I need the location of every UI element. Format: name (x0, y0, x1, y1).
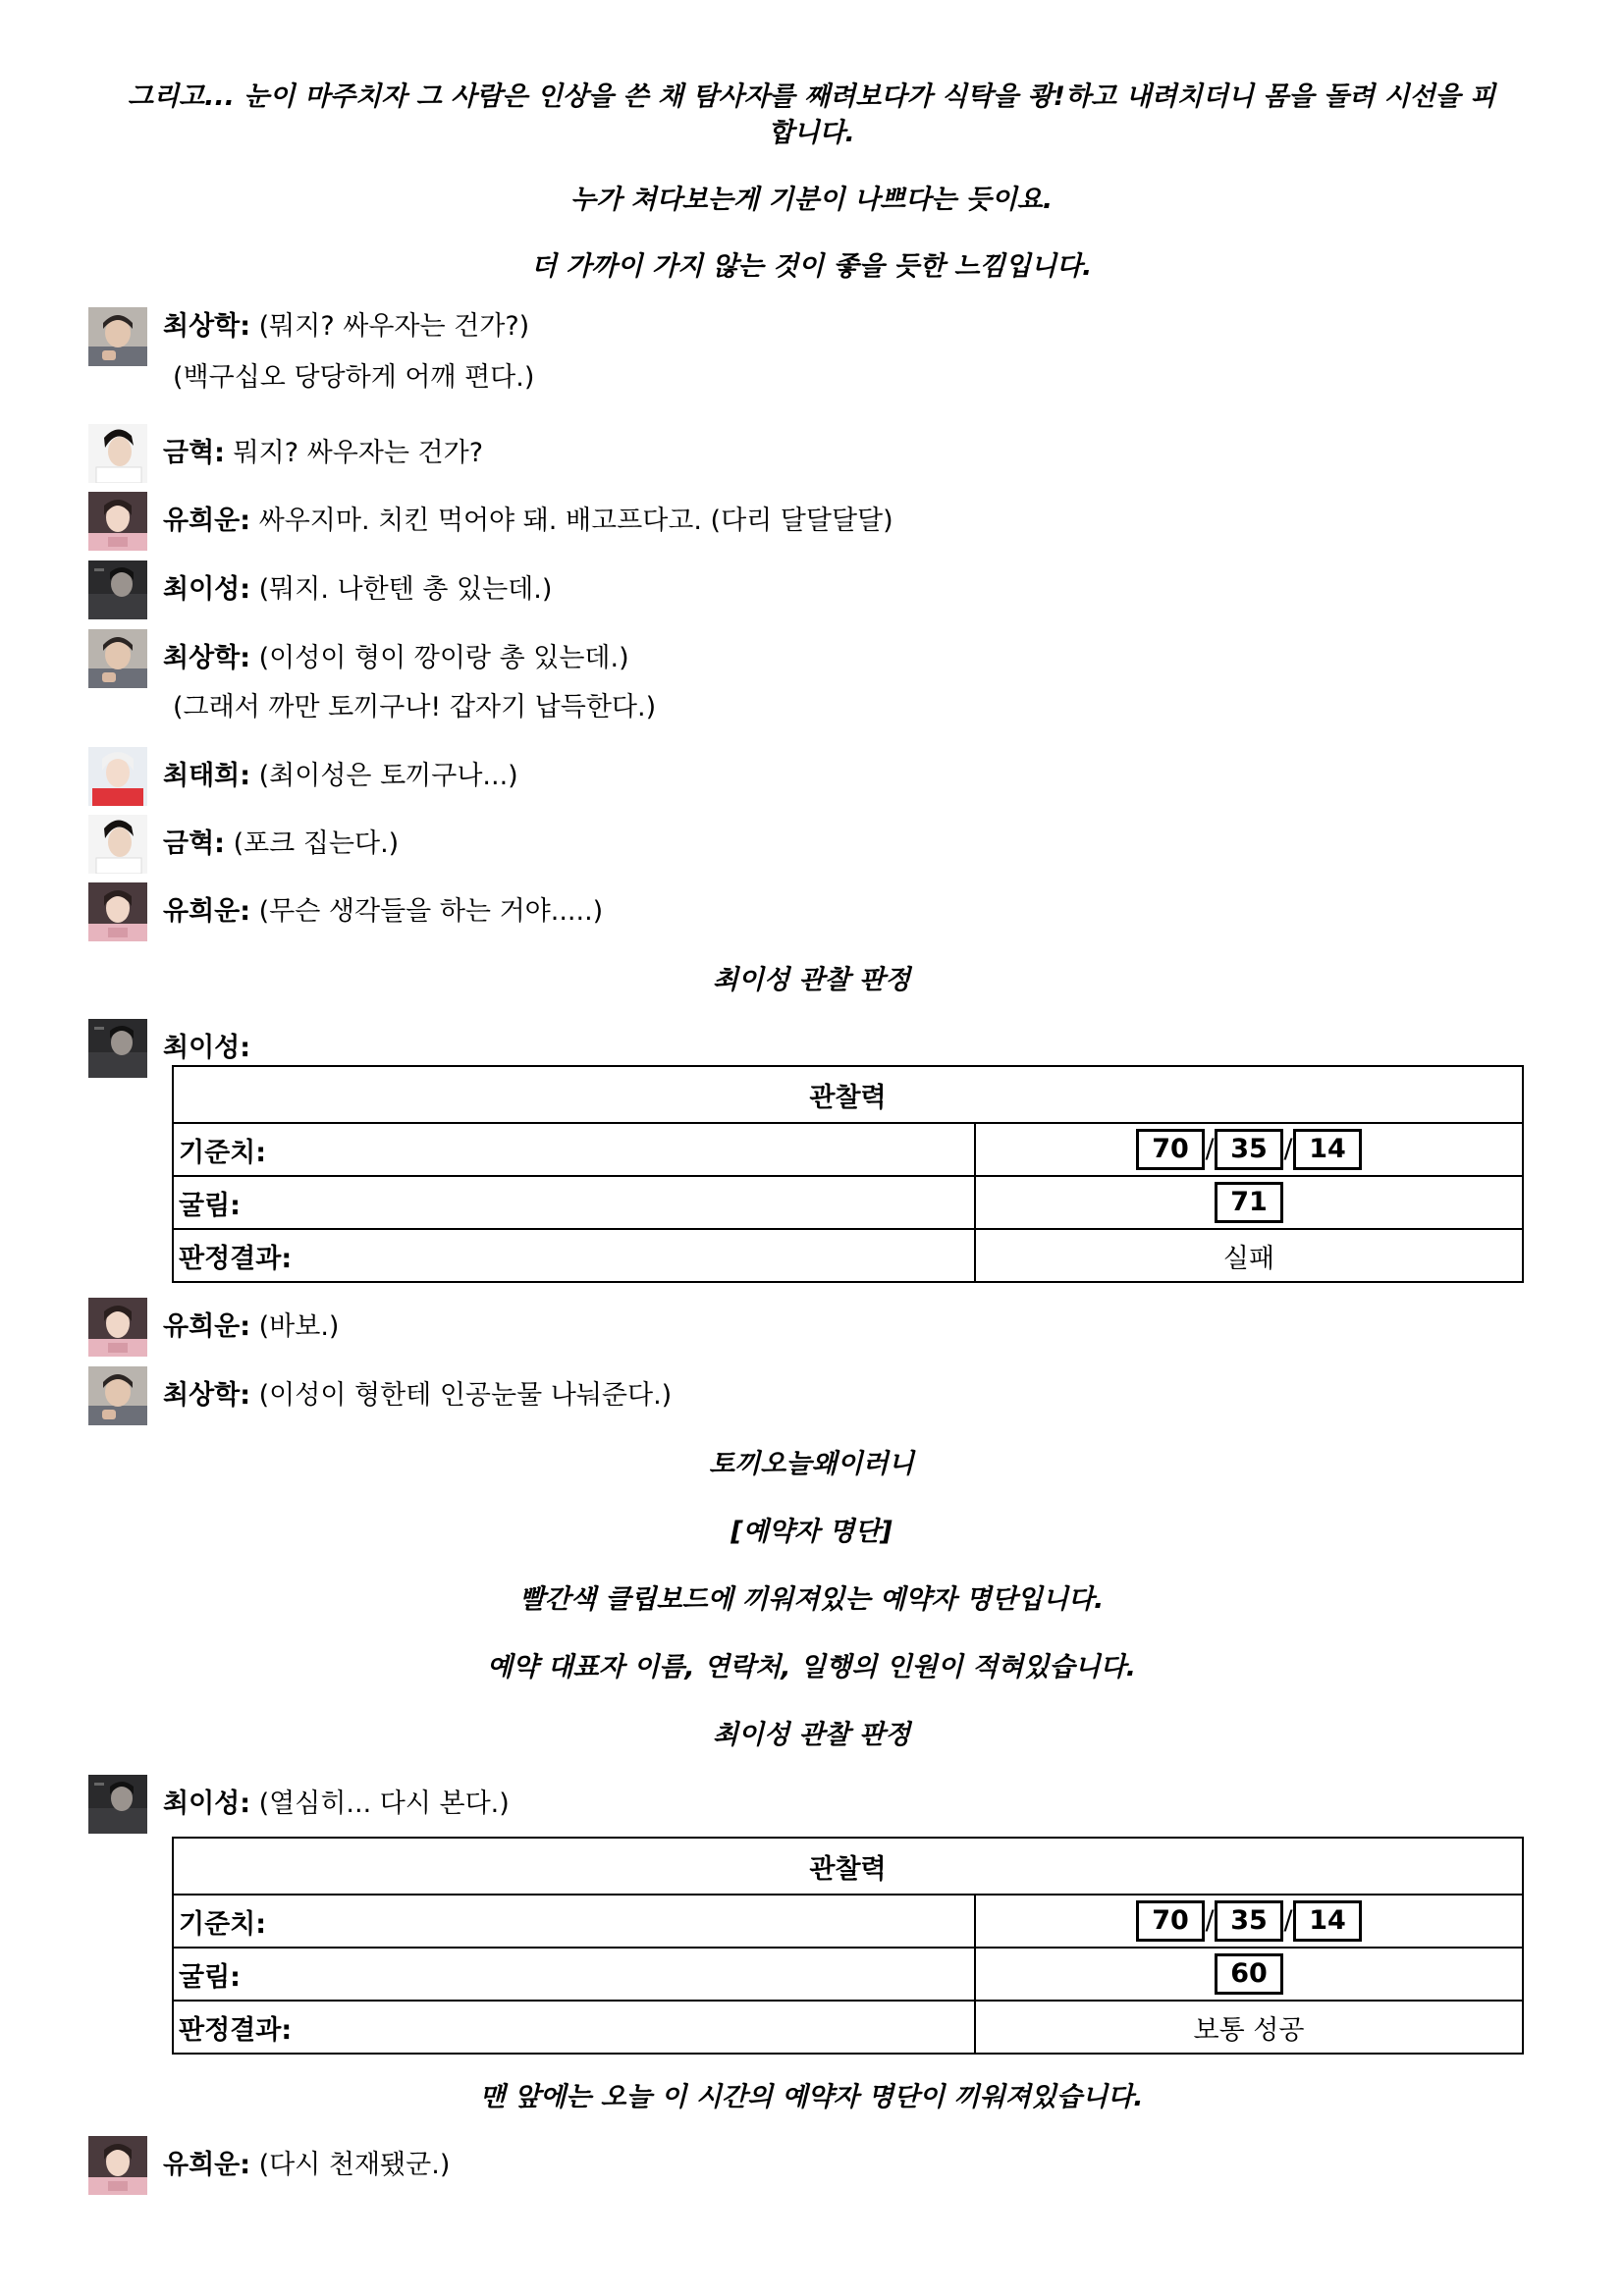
roll-value: 71 (975, 1176, 1523, 1229)
speaker-name: 최상학: (163, 311, 251, 342)
speaker-name: 유희운: (163, 506, 251, 536)
speaker-name: 최상학: (163, 643, 251, 673)
narration-text: 빨간색 클립보드에 끼워져있는 예약자 명단입니다. (518, 1584, 1105, 1615)
dialogue-text: (열심히... 다시 본다.) (258, 1789, 510, 1819)
base-label: 기준치: (173, 1895, 975, 1948)
check-table (172, 1065, 1524, 1283)
speaker-name: 유희운: (163, 896, 251, 927)
speaker-name: 최상학: (163, 1380, 251, 1411)
base-values: 70 / 35 / 14 (975, 1895, 1523, 1948)
check-title: 최이성 관찰 판정 (712, 965, 911, 995)
result-label: 판정결과: (173, 1229, 975, 1282)
avatar (88, 882, 147, 941)
avatar (88, 629, 147, 688)
avatar (88, 1775, 147, 1834)
dialogue-line (88, 882, 1522, 941)
result-value: 실패 (975, 1229, 1523, 1282)
narration-text: 예약 대표자 이름, 연락처, 일행의 인원이 적혀있습니다. (487, 1652, 1136, 1682)
avatar (88, 492, 147, 551)
speaker-name: 최태희: (163, 761, 251, 791)
dialogue-line (88, 629, 1522, 722)
dialogue-text: (포크 집는다.) (233, 828, 400, 859)
result-value: 보통 성공 (975, 2001, 1523, 2054)
dialogue-text: 뭐지? 싸우자는 건가? (233, 438, 484, 468)
dialogue-text: (백구십오 당당하게 어깨 편다.) (173, 362, 535, 393)
speaker-name: 유희운: (163, 1311, 251, 1342)
dialogue-line (88, 561, 1522, 619)
dialogue-text: (최이성은 토끼구나...) (258, 761, 518, 791)
roll-value: 60 (975, 1948, 1523, 2001)
speaker-name: 최이성: (163, 1033, 251, 1063)
avatar (88, 1298, 147, 1357)
speaker-name: 금혁: (163, 828, 225, 859)
result-label: 판정결과: (173, 2001, 975, 2054)
dialogue-line (88, 747, 1522, 806)
check-header: 관찰력 (173, 1066, 1523, 1123)
narration-text: 토끼오늘왜이러니 (709, 1449, 914, 1479)
avatar (88, 424, 147, 483)
speaker-name: 최이성: (163, 574, 251, 605)
check-header: 관찰력 (173, 1838, 1523, 1895)
dialogue-line (88, 815, 1522, 874)
dialogue-line (88, 307, 1522, 393)
narration-text: 더 가까이 가지 않는 것이 좋을 듯한 느낌입니다. (530, 251, 1093, 282)
dialogue-line (88, 2136, 1522, 2195)
dialogue-line (88, 1366, 1522, 1425)
narration-text: 누가 쳐다보는게 기분이 나쁘다는 듯이요. (569, 185, 1054, 215)
speaker-name: 유희운: (163, 2150, 251, 2180)
speaker-name: 금혁: (163, 438, 225, 468)
roll-label: 굴림: (173, 1176, 975, 1229)
avatar (88, 1366, 147, 1425)
dialogue-line (88, 492, 1522, 551)
narration-text: [예약자 명단] (730, 1517, 893, 1547)
dialogue-text: (그래서 까만 토끼구나! 갑자기 납득한다.) (173, 692, 657, 722)
base-values: 70 / 35 / 14 (975, 1123, 1523, 1176)
avatar (88, 561, 147, 619)
avatar (88, 1019, 147, 1078)
avatar (88, 307, 147, 366)
dialogue-text: (뭐지? 싸우자는 건가?) (258, 311, 530, 342)
roll-label: 굴림: (173, 1948, 975, 2001)
dialogue-text: 싸우지마. 치킨 먹어야 돼. 배고프다고. (다리 달달달달) (258, 506, 893, 536)
narration-text: 맨 앞에는 오늘 이 시간의 예약자 명단이 끼워져있습니다. (479, 2082, 1144, 2112)
check-title: 최이성 관찰 판정 (712, 1720, 911, 1750)
dialogue-text: (바보.) (258, 1311, 340, 1342)
dialogue-text: (다시 천재됐군.) (258, 2150, 451, 2180)
dialogue-text: (무슨 생각들을 하는 거야.....) (258, 896, 604, 927)
dialogue-line (88, 1775, 1522, 1834)
check-table (172, 1837, 1524, 2055)
avatar (88, 2136, 147, 2195)
speaker-name: 최이성: (163, 1789, 251, 1819)
avatar (88, 747, 147, 806)
dialogue-text: (이성이 형한테 인공눈물 나눠준다.) (258, 1380, 673, 1411)
dialogue-line (88, 424, 1522, 483)
dialogue-line (88, 1298, 1522, 1357)
avatar (88, 815, 147, 874)
base-label: 기준치: (173, 1123, 975, 1176)
narration-text: 그리고... 눈이 마주치자 그 사람은 인상을 쓴 채 탐사자를 째려보다가 식탁을 쾅!하고 내려치더니 몸을 돌려 시선을 피합니다. (127, 81, 1496, 148)
dialogue-text: (이성이 형이 깡이랑 총 있는데.) (258, 643, 629, 673)
dialogue-text: (뭐지. 나한텐 총 있는데.) (258, 574, 553, 605)
